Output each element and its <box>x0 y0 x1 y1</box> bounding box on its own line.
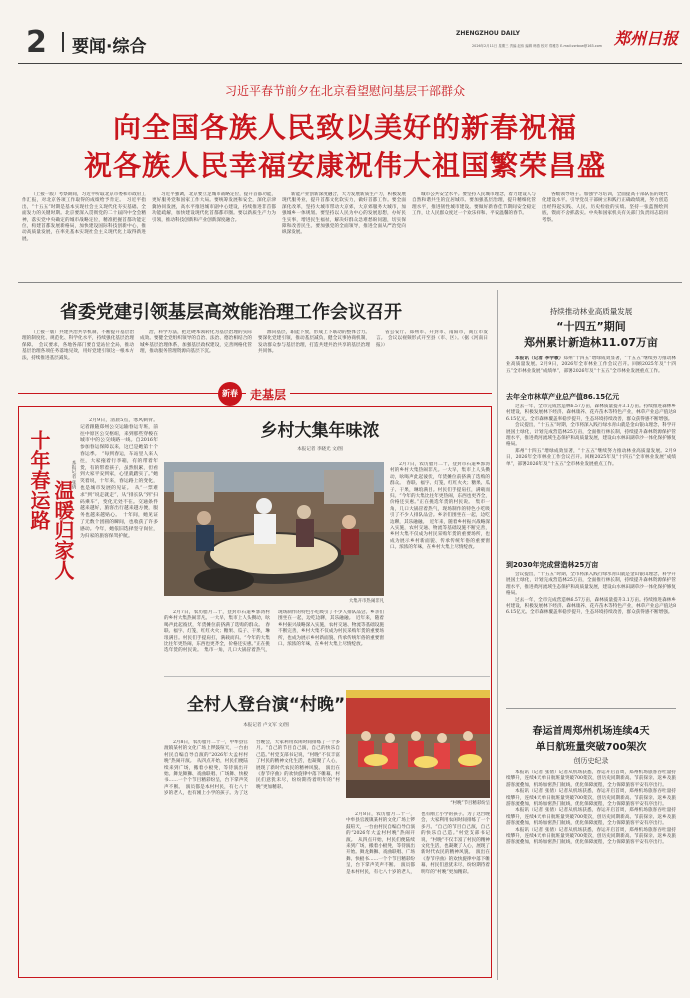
right-text: 过去一年，全市完成营造林6.57万亩，森林质量提升3.1万亩。持续推进森林乡村建设，积极发展林下经济、森林康养、花卉苗木等特色产业，林草产业总产值达86.15亿元。全市森林覆盖率稳步提升，生态环境持续改善，群众获得感不断增强。 <box>506 404 676 422</box>
right-text-2 <box>506 404 676 554</box>
section-divider <box>62 32 64 52</box>
story2-headline: 乡村大集年味浓 <box>260 421 380 441</box>
right-text: 郑州“十四五”增绿成效显著，“十五五”继续努力推动林业高质量发展。2月9日，2026年全市林业工作会议召开。回顾2025年及“十四五”全市林业发展“成绩单”，部署2026年及“十五五”全市林业发展重点工作。 <box>506 448 676 467</box>
lead-kicker: 习近平春节前夕在北京看望慰问基层干部群众 <box>224 84 465 98</box>
village-gala-photo <box>346 690 490 798</box>
lead-col-5 <box>542 192 668 266</box>
provincial-text: 源向基层，职能下放，形成上下联动的整体合力。要深化党建引领，推动基层减负，健全议事协商机制，发动群众参与基层治理，打造共建共治共享的基层治理共同体。 <box>258 330 370 355</box>
right-byline: 本报讯（记者 李学敏） <box>515 356 564 361</box>
right-text: 郑州“十四五”增绿成效显著，“十五五”继续努力推动林业高质量发展。2月9日，2026年全市林业工作会议召开。回顾2025年及“十四五”全市林业发展“成绩单”，部署2026年及“十五五”全市林业发展重点工作。 <box>506 356 676 374</box>
story3-text: 2月8日，农历腊月二十一，中牟县官渡镇某村的文化广场上锣鼓喧天，一台由村民自编自导自演的“2026年大孟村村晚”热闹开演。 从四点开始，村民们便陆续来到广场，搬着小板凳，等待演出开始。舞龙舞狮、戏曲联唱、广场舞、快板书……一个个节目精彩纷呈，台下掌声笑声不断。 演员都是本村村民，有七八十岁的老人，也有刚上小学的孩子。为了这台晚会，大家利用农闲时间排练了一个多月。“自己的节目自己演，自己的快乐自己造。”村党支部书记说，“村晚”不仅丰富了村民的精神文化生活，也凝聚了人心，展现了新时代农民的精神风貌。 演出在《春节序曲》的欢快旋律中落下帷幕，村民们意犹未尽，纷纷期待着明年的“村晚”更加精彩。 <box>164 740 340 797</box>
new-spring-badge <box>218 382 242 406</box>
right-text: 过去一年，全市完成营造林6.57万亩，森林质量提升3.1万亩。持续推进森林乡村建设，积极发展林下经济、森林康养、花卉苗木等特色产业，林草产业总产值达86.15亿元。全市森林覆盖率稳步提升，生态环境持续改善，群众获得感不断增强。 <box>506 597 676 616</box>
new-spring-banner <box>18 384 492 404</box>
lead-text: 新能产业创新深度融合，大力发展新质生产力，积极发展现代服务业，提升首都文化软实力，做好首都工作。要全面深化改革，坚持大城市带动大京郊，大京郊服务大城市，加强城乡一体规划。要坚持以人民为中心的发展思想，办好民生实事，增进民生福祉，解决好群众急难愁盼问题，切实保障和改善民生。要加强党的全面领导，推进全面从严治党向纵深发展。 <box>282 192 406 236</box>
right-headline-2: 郑州累计新造林11.07万亩 <box>524 336 658 349</box>
lead-text: （上接一版）考察期间，习近平听取北京市委和市政府工作汇报，对北京各项工作取得的成绩给予肯定。 习近平指出，“十五五”时期是基本实现社会主义现代化夯实基础、全面发力的关键时期。北京要深入贯彻党的二十届四中全会精神，落实党中央确定的城市战略定位，精准把握首都功能定位，构建首都发展新格局，加快建设国际科技创新中心，推动高质量发展，在率先基本实现社会主义现代化上取得新进展。 <box>22 192 146 242</box>
story1-title-text: 十年春运路 <box>27 430 51 530</box>
right-text: 会议提出，“十五五”时期，全市将深入践行绿水青山就是金山银山理念，科学开展国土绿化，计划完成营造林25万亩，全面推行林长制，持续提升森林资源保护管理水平，推进黄河流域生态保护和高质量发展，建设山水林田湖草沙一体化保护修复格局。 <box>506 423 676 448</box>
lead-col-2 <box>152 192 276 266</box>
lead-headline-2: 祝各族人民幸福安康祝伟大祖国繁荣昌盛 <box>83 149 606 182</box>
provincial-text: （上接一版）共建共治共享机制，不断提升基层治理的制度化、规范化、科学化水平，持续强化基层治理保障。 会议要求，各地各部门要自觉站位全局，推动基层治理各项任务落地见效，用好党建引领这一根本方法，持续推进基层减负。 <box>22 330 134 361</box>
paper-logo: 郑州日报 <box>614 29 679 48</box>
story2-body-right <box>390 462 490 672</box>
paper-name-en: ZHENGZHOU DAILY <box>456 30 520 37</box>
badge-text: 新春 <box>222 389 238 398</box>
story3-byline: 本报记者 卢文军 文/图 <box>243 723 289 728</box>
story1-title-text: 温暖归家人 <box>51 480 75 580</box>
provincial-col-1 <box>22 330 134 382</box>
airport-text: 本报讯（记者 张倩）记者从机场获悉，春运开启首周，郑州机场旅客吞吐量持续攀升，连续4天单日航班量突破700架次，创历史同期新高。节前探亲、返乡及旅游客流叠加，机场加密热门航线，优化保障流程，全力保障旅客平安有序出行。 <box>506 808 676 827</box>
right-text-1 <box>506 356 676 386</box>
provincial-text: 治，科学方法，把过硬本领转化为基层治理的实际成效。要健全党组织领导的自治、法治、德治相结合的城乡基层治理体系，加强基层政权建设，完善网格化管理，推动服务管理资源向基层下沉。 <box>140 330 252 355</box>
right-headline-1: “十四五”期间 <box>556 320 626 333</box>
lead-col-3 <box>282 192 406 266</box>
right-kicker: 持续推动林业高质量发展 <box>549 307 633 316</box>
airport-headline: 单日航班量突破700架次 <box>535 742 647 753</box>
market-photo-art <box>164 462 384 596</box>
story1-vertical-title-2 <box>52 480 74 580</box>
provincial-text: 省公安厅、郑州市、开封市、南阳市，商丘市发言。 会议以视频形式开至县（市、区）。（据《河南日报》） <box>376 330 488 348</box>
market-photo <box>164 462 384 596</box>
section-title: 要闻·综合 <box>72 37 147 57</box>
village-gala-photo-caption: “村晚”节目精彩纷呈 <box>450 801 490 806</box>
lead-text: 习近平强调，北京要立足城市战略定位，提升首都功能，更好服务党和国家工作大局。要统筹发展和安全，深化京津冀协同发展，高水平推进城市副中心建设，持续推进非首都功能疏解，加快建设现代化首都都市圈。要以新质生产力为引领，推动科技创新和产业创新深度融合。 <box>152 192 276 223</box>
village-gala-photo-art <box>346 690 490 798</box>
story3-text: 2月8日，农历腊月二十一，中牟县官渡镇某村的文化广场上锣鼓喧天，一台由村民自编自导自演的“2026年大孟村村晚”热闹开演。 从四点开始，村民们便陆续来到广场，搬着小板凳，等待演出开始。舞龙舞狮、戏曲联唱、广场舞、快板书……一个个节目精彩纷呈，台下掌声笑声不断。 演员都是本村村民，有七八十岁的老人，也有刚上小学的孩子。为了这台晚会，大家利用农闲时间排练了一个多月。“自己的节目自己演，自己的快乐自己造。”村党支部书记说，“村晚”不仅丰富了村民的精神文化生活，也凝聚了人心，展现了新时代农民的精神风貌。 演出在《春节序曲》的欢快旋律中落下帷幕，村民们意犹未尽，纷纷期待着明年的“村晚”更加精彩。 <box>346 812 490 875</box>
story2-text: 2月7日，农历腊月二十，登封市石道乡郭湾村的乡村大集热闹非凡。一大早，集市上人头攒动，吆喝声此起彼伏，年货摊位前挤满了选购的群众。 春联、福字、灯笼，红红火火；糖果、瓜子、干果，琳琅满目。村民们手提肩扛，满载而归。“今年的大集比往年更热闹，东西也更齐全，价格还实惠。”正在挑选年货的村民说。 集市一角，几口大锅冒着热气，现场制作的特色小吃吸引了不少人排队品尝。乡亲们围坐在一起，边吃边聊，其乐融融。 近年来，随着乡村振兴战略深入实施，农村交通、物流等基础设施不断完善，乡村大集不仅成为村民采购年货的重要场所，也成为展示乡村新面貌、传承传统年俗的重要窗口。浓浓的年味，在乡村大集上尽情绽放。 <box>164 610 384 654</box>
story1-vertical-title-1 <box>28 430 50 530</box>
lead-col-4 <box>412 192 536 266</box>
page-number: 2 <box>26 25 47 60</box>
lead-bottom-rule <box>18 282 682 283</box>
lead-text: 城市公共安全水平。要坚持人民城市理念，着力建设人与自然和谐共生的宜居城市。要加强基层治理，提升精细化管理水平，推进韧性城市建设。要做好新春佳节期间安全稳定工作，让人民群众度过一个欢乐祥和、平安温馨的春节。 <box>412 192 536 217</box>
airport-subline: 创历史纪录 <box>573 757 609 765</box>
airport-text: 本报讯（记者 张倩）记者从机场获悉，春运开启首周，郑州机场旅客吞吐量持续攀升，连续4天单日航班量突破700架次，创历史同期新高。节前探亲、返乡及旅游客流叠加，机场加密热门航线，优化保障流程，全力保障旅客平安有序出行。 <box>506 770 676 788</box>
story2-body-bottom <box>164 610 384 672</box>
masthead <box>14 22 684 62</box>
right-divider <box>506 708 676 709</box>
provincial-col-3 <box>258 330 370 382</box>
issue-line: 2026年2月11日 星期三 责编 赵伟 编辑 韩燕 校对 郑雅芳 E-mail:zzrbxw@163.com <box>472 44 602 48</box>
story3-body-left <box>164 740 340 974</box>
airport-text: 本报讯（记者 张倩）记者从机场获悉，春运开启首周，郑州机场旅客吞吐量持续攀升，连续4天单日航班量突破700架次，创历史同期新高。节前探亲、返乡及旅游客流叠加，机场加密热门航线，优化保障流程，全力保障旅客平安有序出行。 <box>506 827 676 846</box>
right-subhead-2: 到2030年完成营造林25万亩 <box>506 561 599 569</box>
story3-headline: 全村人登台演“村晚” <box>186 695 346 715</box>
provincial-headline: 省委党建引领基层高效能治理工作会议召开 <box>60 302 402 323</box>
story1-body <box>80 418 158 974</box>
story1-byline-text: 本报记者 张倩 <box>71 460 76 490</box>
story2-bottom-rule <box>164 676 490 677</box>
story1-text: 2月9日，清晨5点，寒风刺骨。记者跟随郑州公交运输春运专班，前往中原区公交枢纽，来到那些穿梭在城市中的公交线路一线。自2016年参加春运保障以来，这已是她第十个春运季。 “每到春运，车站里人来人往，大家拖着行李箱，有的带着年货，有的带着孩子，虽然很累，但看到大家平安到家，心里就踏实了。”她笑着说，十年来，春运路上的变化，也是城市发展的见证。 从“一票难求”到“说走就走”，从“排长队”到“扫码乘车”，变化无处不在。交通条件越来越好，旅客出行越来越方便，服务也越来越贴心。 十年间，她见证了无数个团圆的瞬间，也收获了许多感动。今年，她依旧选择坚守岗位，为归家的旅客保驾护航。 <box>80 418 158 539</box>
story3-body-right <box>346 812 490 974</box>
story2-text: 2月7日，农历腊月二十，登封市石道乡郭湾村的乡村大集热闹非凡。一大早，集市上人头攒动，吆喝声此起彼伏，年货摊位前挤满了选购的群众。 春联、福字、灯笼，红红火火；糖果、瓜子、干果，琳琅满目。村民们手提肩扛，满载而归。“今年的大集比往年更热闹，东西也更齐全，价格还实惠。”正在挑选年货的村民说。 集市一角，几口大锅冒着热气，现场制作的特色小吃吸引了不少人排队品尝。乡亲们围坐在一起，边吃边聊，其乐融融。 近年来，随着乡村振兴战略深入实施，农村交通、物流等基础设施不断完善，乡村大集不仅成为村民采购年货的重要场所，也成为展示乡村新面貌、传承传统年俗的重要窗口。浓浓的年味，在乡村大集上尽情绽放。 <box>390 462 490 551</box>
story2-byline: 本报记者 李晓光 文/图 <box>297 447 343 452</box>
market-photo-caption: 大集开市热闹非凡 <box>348 599 384 604</box>
airport-kicker: 春运首周郑州机场连续4天 <box>532 726 650 737</box>
provincial-col-2 <box>140 330 252 382</box>
new-spring-tag: 走基层 <box>246 386 290 403</box>
lead-text: 各级领导班子。加强学习培训，全面提高干部队伍的现代化建设水平。引导党员干部树立和践行正确政绩观，努力创造出经得起实践、人民、历史检验的实绩。坚持一张蓝图绘到底，锲而不舍抓落实。中央和国家机关有关部门负责同志陪同考察。 <box>542 192 668 223</box>
provincial-col-4 <box>376 330 488 382</box>
masthead-rule <box>18 63 682 64</box>
story1-byline <box>68 460 76 489</box>
right-text: 会议提出，“十五五”时期，全市将深入践行绿水青山就是金山银山理念，科学开展国土绿化，计划完成营造林25万亩，全面推行林长制，持续提升森林资源保护管理水平，推进黄河流域生态保护和高质量发展，建设山水林田湖草沙一体化保护修复格局。 <box>506 572 676 597</box>
airport-body <box>506 770 676 974</box>
lead-headline-1: 向全国各族人民致以美好的新春祝福 <box>112 111 577 144</box>
airport-text: 本报讯（记者 张倩）记者从机场获悉，春运开启首周，郑州机场旅客吞吐量持续攀升，连续4天单日航班量突破700架次，创历史同期新高。节前探亲、返乡及旅游客流叠加，机场加密热门航线，优化保障流程，全力保障旅客平安有序出行。 <box>506 789 676 808</box>
right-subhead-1: 去年全市林草产业总产值86.15亿元 <box>506 393 620 401</box>
right-column-divider <box>497 290 498 980</box>
lead-col-1 <box>22 192 146 266</box>
right-text-3 <box>506 572 676 702</box>
